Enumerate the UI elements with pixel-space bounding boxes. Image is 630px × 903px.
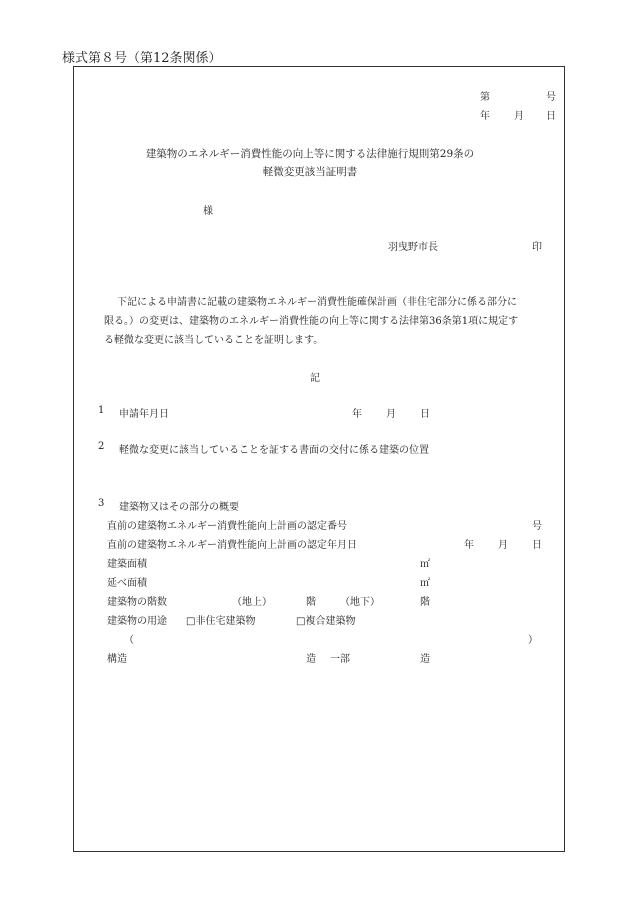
use-label: 建築物の用途 [107,616,167,627]
number-dai: 第 [480,92,490,103]
use-detail-paren-close: ） [528,635,538,646]
item1-label: 申請年月日 [119,409,169,420]
cert-number-go: 号 [532,521,542,532]
below-ground-kai: 階 [420,597,430,608]
structure-ichibu: 一部 [330,654,350,665]
item1-day: 日 [420,409,430,420]
structure-zou-part: 造 [420,654,430,665]
above-ground-label: （地上） [232,597,272,608]
issue-year: 年 [480,111,490,122]
document-title-line1: 建築物のエネルギー消費性能の向上等に関する法律施行規則第29条の [145,148,475,160]
document-title-line2: 軽微変更該当証明書 [262,166,358,178]
use-detail-paren-open: （ [124,635,134,646]
issuer-name: 羽曳野市長 [388,242,438,253]
ki-heading: 記 [310,373,320,384]
cert-month: 月 [498,540,508,551]
form-label: 様式第８号（第12条関係） [62,51,222,66]
cert-day: 日 [532,540,542,551]
body-line2: 限る。）の変更は、建築物のエネルギー消費性能の向上等に関する法律第36条第1項に規定す [104,316,519,327]
item1-number: 1 [98,405,105,416]
below-ground-label: （地下） [340,597,380,608]
cert-year: 年 [464,540,474,551]
form-frame [73,66,565,852]
structure-label: 構造 [107,654,127,665]
non-residential-checkbox[interactable]: □非住宅建築物 [186,616,256,627]
addressee-sama: 様 [203,206,213,217]
building-area-unit: ㎡ [420,559,430,570]
item1-year: 年 [352,409,362,420]
body-line3: る軽微な変更に該当していることを証明します。 [104,335,324,346]
body-line1: 下記による申請書に記載の建築物エネルギー消費性能確保計画（非住宅部分に係る部分に [117,297,517,308]
number-go: 号 [546,92,556,103]
issue-day: 日 [546,111,556,122]
cert-date-label: 直前の建築物エネルギー消費性能向上計画の認定年月日 [107,540,357,551]
floor-area-label: 延べ面積 [107,578,147,589]
item3-label: 建築物又はその部分の概要 [119,502,239,513]
floor-area-unit: ㎡ [420,578,430,589]
item3-number: 3 [98,498,105,509]
structure-zou-main: 造 [306,654,316,665]
above-ground-kai: 階 [306,597,316,608]
item2-label: 軽微な変更に該当していることを証する書面の交付に係る建築の位置 [119,445,429,456]
floors-label: 建築物の階数 [107,597,167,608]
cert-number-label: 直前の建築物エネルギー消費性能向上計画の認定番号 [107,521,347,532]
issue-month: 月 [514,111,524,122]
mixed-use-checkbox[interactable]: □複合建築物 [296,616,356,627]
building-area-label: 建築面積 [107,559,147,570]
item2-number: 2 [98,441,105,452]
seal-mark: 印 [532,242,542,253]
item1-month: 月 [386,409,396,420]
